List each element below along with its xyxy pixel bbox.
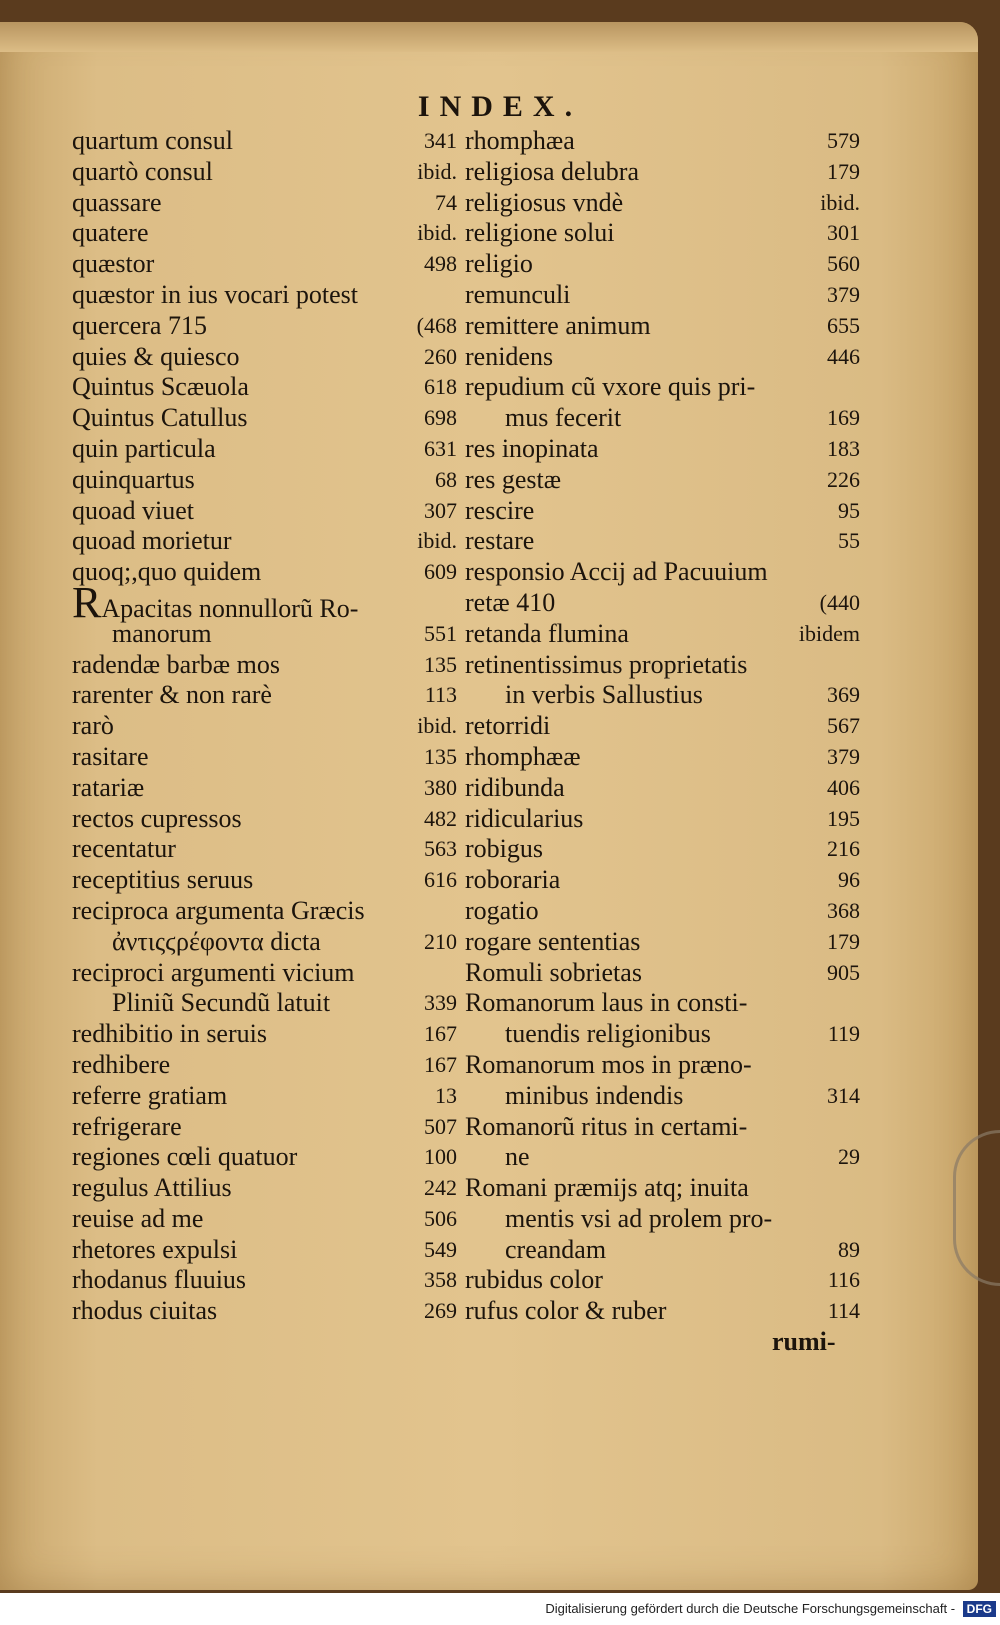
entry-term: creandam [505,1234,607,1264]
entry-term: ἀντιςϛρέφοντα dicta [112,926,321,956]
entry-page-number: 905 [827,959,860,985]
index-entry [465,1204,860,1235]
entry-page-number: 216 [827,836,860,862]
index-entry [72,804,457,835]
index-entry [465,342,860,373]
entry-term: quartum consul [72,126,234,155]
entry-term: redhibere [72,1049,171,1079]
index-entry [465,157,860,188]
entry-term: ridicularius [465,803,584,833]
index-entry [72,680,457,711]
entry-page-number: 183 [827,435,860,461]
index-entry [72,988,457,1019]
entry-term: rhomphæa [465,126,575,155]
entry-term: reciproca argumenta Græcis [72,895,365,925]
entry-term: quassare [72,187,162,217]
entry-page-number: ibid. [820,189,860,215]
entry-page-number: 135 [424,743,457,769]
index-entry [465,280,860,311]
entry-page-number: 379 [827,281,860,307]
entry-term: Romani præmijs atq; inuita [465,1173,749,1203]
index-entry [72,773,457,804]
entry-term: rarò [72,711,114,741]
entry-page-number: 100 [424,1144,457,1170]
entry-term: rasitare [72,741,149,771]
entry-term: roboraria [465,865,561,895]
index-entry [465,1265,860,1296]
index-entry [72,1173,457,1204]
dfg-logo: DFG [963,1601,996,1617]
entry-page-number: 609 [424,559,457,585]
entry-term: rogare sententias [465,926,641,956]
entry-page-number: 698 [424,405,457,431]
entry-term: religione solui [465,218,615,248]
entry-page-number: 341 [424,128,457,153]
entry-page-number: 631 [424,435,457,461]
index-entry [72,157,457,188]
entry-page-number: 269 [424,1298,457,1324]
entry-page-number: 358 [424,1267,457,1293]
entry-term: rarenter & non rarè [72,680,272,710]
entry-term: responsio Accij ad Pacuuium [465,557,768,587]
entry-page-number: 114 [827,1298,860,1324]
entry-page-number: 551 [424,620,457,646]
index-entry [465,1296,860,1327]
entry-page-number: 119 [827,1021,860,1047]
entry-term: repudium cũ vxore quis pri- [465,372,756,402]
entry-term: renidens [465,341,554,371]
entry-page-number: 314 [827,1082,860,1108]
book-clasp [953,1130,1000,1286]
entry-term: Romanorum mos in præno- [465,1049,752,1079]
index-entry [465,126,860,157]
entry-page-number: ibid. [417,713,457,739]
index-entry [465,1142,860,1173]
entry-page-number: 446 [827,343,860,369]
entry-page-number: 179 [827,928,860,954]
entry-page-number: 301 [827,220,860,246]
index-entry [465,927,860,958]
entry-term: reciproci argumenti vicium [72,957,355,987]
entry-page-number: 242 [424,1175,457,1201]
page-header: INDEX. [417,90,583,123]
entry-page-number: 307 [424,497,457,523]
index-entry [465,773,860,804]
entry-term: religiosa delubra [465,156,639,186]
entry-term: rogatio [465,895,539,925]
index-entry [72,126,457,157]
index-entry [72,1142,457,1173]
entry-page-number: 567 [827,713,860,739]
entry-term: quoad viuet [72,495,195,525]
entry-page-number: 406 [827,774,860,800]
entry-page-number: 167 [424,1021,457,1047]
entry-page-number: 113 [424,682,457,708]
entry-page-number: 89 [838,1236,860,1262]
index-entry [465,188,860,219]
entry-page-number: 169 [827,405,860,431]
index-entry [72,711,457,742]
index-entry [72,188,457,219]
entry-term: Romuli sobrietas [465,957,642,987]
entry-term: religiosus vndè [465,187,624,217]
index-entry [72,311,457,342]
index-entry [465,249,860,280]
entry-term: rhetores expulsi [72,1234,238,1264]
entry-term: in verbis Sallustius [505,680,703,710]
entry-page-number: 95 [838,497,860,523]
index-entry [72,865,457,896]
entry-page-number: 116 [827,1267,860,1293]
entry-term: regulus Attilius [72,1173,232,1203]
entry-page-number: 507 [424,1113,457,1139]
catchword: rumi- [772,1327,836,1356]
entry-page-number: 29 [838,1144,860,1170]
entry-term: referre gratiam [72,1080,228,1110]
index-entry [465,1173,860,1204]
entry-term: manorum [112,618,212,648]
index-entry [465,711,860,742]
index-entry [72,834,457,865]
footer-banner [0,1593,1000,1625]
entry-page-number: 210 [424,928,457,954]
entry-term: Romanorũ ritus in certami- [465,1111,748,1141]
entry-term: regiones cœli quatuor [72,1142,298,1172]
entry-term: retinentissimus proprietatis [465,649,748,679]
entry-page-number: ibidem [798,620,860,646]
index-entry [465,1081,860,1112]
index-entry [72,1081,457,1112]
index-entry [465,1112,860,1143]
index-entry [72,372,457,403]
entry-term: quatere [72,218,149,248]
entry-page-number: ibid. [417,158,457,184]
entry-term: mus fecerit [505,403,622,433]
entry-page-number: 482 [424,805,457,831]
index-entry [465,465,860,496]
entry-term: quæstor [72,249,155,279]
entry-page-number: 579 [827,128,860,153]
entry-term: quartò consul [72,156,213,186]
index-entry [72,526,457,557]
entry-page-number: 96 [838,867,860,893]
entry-page-number: 368 [827,897,860,923]
entry-page-number: 618 [424,374,457,400]
entry-term: rhodus ciuitas [72,1296,218,1326]
entry-page-number: 563 [424,836,457,862]
entry-term: res gestæ [465,464,562,494]
entry-term: rufus color & ruber [465,1296,667,1326]
index-entry [465,496,860,527]
entry-page-number: ibid. [417,528,457,554]
entry-page-number: 616 [424,867,457,893]
entry-page-number: 55 [838,528,860,554]
entry-term: ridibunda [465,772,565,802]
index-entry [465,1019,860,1050]
index-entry [465,588,860,619]
entry-term: rhomphææ [465,741,581,771]
index-entry [72,1296,457,1327]
index-entry [465,434,860,465]
index-entry [72,434,457,465]
index-entry [72,927,457,958]
entry-term: quoq;,quo quidem [72,557,262,587]
index-entry [465,526,860,557]
entry-term: tuendis religionibus [505,1019,711,1049]
entry-term: quinquartus [72,464,195,494]
entry-term: remittere animum [465,310,651,340]
index-entry [465,650,860,681]
entry-page-number: 369 [827,682,860,708]
entry-term: robigus [465,834,543,864]
entry-term: rhodanus fluuius [72,1265,247,1295]
entry-page-number: 380 [424,774,457,800]
entry-page-number: 339 [424,990,457,1016]
entry-page-number: (468 [416,312,457,338]
index-entry [465,1050,860,1081]
index-entry [72,342,457,373]
entry-term: rescire [465,495,535,525]
index-entry [72,1265,457,1296]
entry-term: retæ 410 [465,587,556,617]
entry-term: religio [465,249,533,279]
entry-page-number: 226 [827,466,860,492]
entry-term: Quintus Scæuola [72,372,249,402]
entry-page-number: 195 [827,805,860,831]
index-column-left [72,126,457,1327]
entry-term: retanda flumina [465,618,629,648]
index-entry [465,958,860,989]
entry-term: Pliniũ Secundũ latuit [112,988,331,1018]
index-entry [72,465,457,496]
entry-term: reuise ad me [72,1203,204,1233]
entry-page-number: 167 [424,1051,457,1077]
index-entry [465,403,860,434]
index-entry [72,1235,457,1266]
index-entry [72,619,457,650]
entry-page-number: 549 [424,1236,457,1262]
index-entry [465,680,860,711]
entry-page-number: 13 [435,1082,457,1108]
entry-page-number: 135 [424,651,457,677]
index-entry [465,311,860,342]
index-entry [465,865,860,896]
entry-term: quin particula [72,433,216,463]
entry-term: Quintus Catullus [72,403,248,433]
entry-page-number: ibid. [417,220,457,246]
entry-page-number: 379 [827,743,860,769]
entry-term: recentatur [72,834,176,864]
index-entry [72,557,457,588]
footer-text: Digitalisierung gefördert durch die Deutsche Forschungsgemeinschaft - [545,1601,956,1616]
entry-page-number: 560 [827,251,860,277]
index-entry [72,650,457,681]
index-entry [465,1235,860,1266]
index-entry [72,1204,457,1235]
index-entry [465,804,860,835]
entry-term: mentis vsi ad prolem pro- [505,1203,773,1233]
entry-page-number: 68 [435,466,457,492]
entry-term: remunculi [465,279,571,309]
index-entry [72,1112,457,1143]
index-column-right [465,126,860,1327]
entry-term: radendæ barbæ mos [72,649,280,679]
entry-page-number: 179 [827,158,860,184]
entry-term: quoad morietur [72,526,232,556]
index-entry [72,403,457,434]
entry-term: restare [465,526,535,556]
index-entry [465,619,860,650]
index-entry [72,1019,457,1050]
entry-term: ne [505,1142,530,1172]
index-entry [72,577,457,627]
index-entry [72,496,457,527]
entry-term: refrigerare [72,1111,182,1141]
index-entry [72,958,457,989]
entry-term: rectos cupressos [72,803,242,833]
entry-page-number: 498 [424,251,457,277]
page-top-edge [0,22,978,52]
entry-page-number: 506 [424,1205,457,1231]
entry-term: minibus indendis [505,1080,684,1110]
index-entry [465,372,860,403]
index-entry [72,1050,457,1081]
entry-page-number: 655 [827,312,860,338]
index-entry [72,280,457,311]
entry-page-number: 260 [424,343,457,369]
entry-term: rubidus color [465,1265,603,1295]
entry-term: quæstor in ius vocari potest [72,279,358,309]
index-entry [465,557,860,588]
entry-term: ratariæ [72,772,145,802]
entry-term: res inopinata [465,433,599,463]
entry-page-number: 74 [435,189,457,215]
entry-term: receptitius seruus [72,865,254,895]
entry-term: redhibitio in seruis [72,1019,267,1049]
index-entry [465,988,860,1019]
entry-term: Romanorum laus in consti- [465,988,748,1018]
entry-term: quercera 715 [72,310,207,340]
index-entry [465,834,860,865]
index-entry [465,218,860,249]
index-entry [465,896,860,927]
entry-term: quies & quiesco [72,341,240,371]
index-entry [72,218,457,249]
entry-page-number: (440 [819,589,860,615]
entry-term: RApacitas nonnullorũ Ro- [72,577,359,627]
index-entry [72,742,457,773]
index-entry [72,896,457,927]
index-entry [72,249,457,280]
entry-term: retorridi [465,711,551,741]
index-entry [465,742,860,773]
